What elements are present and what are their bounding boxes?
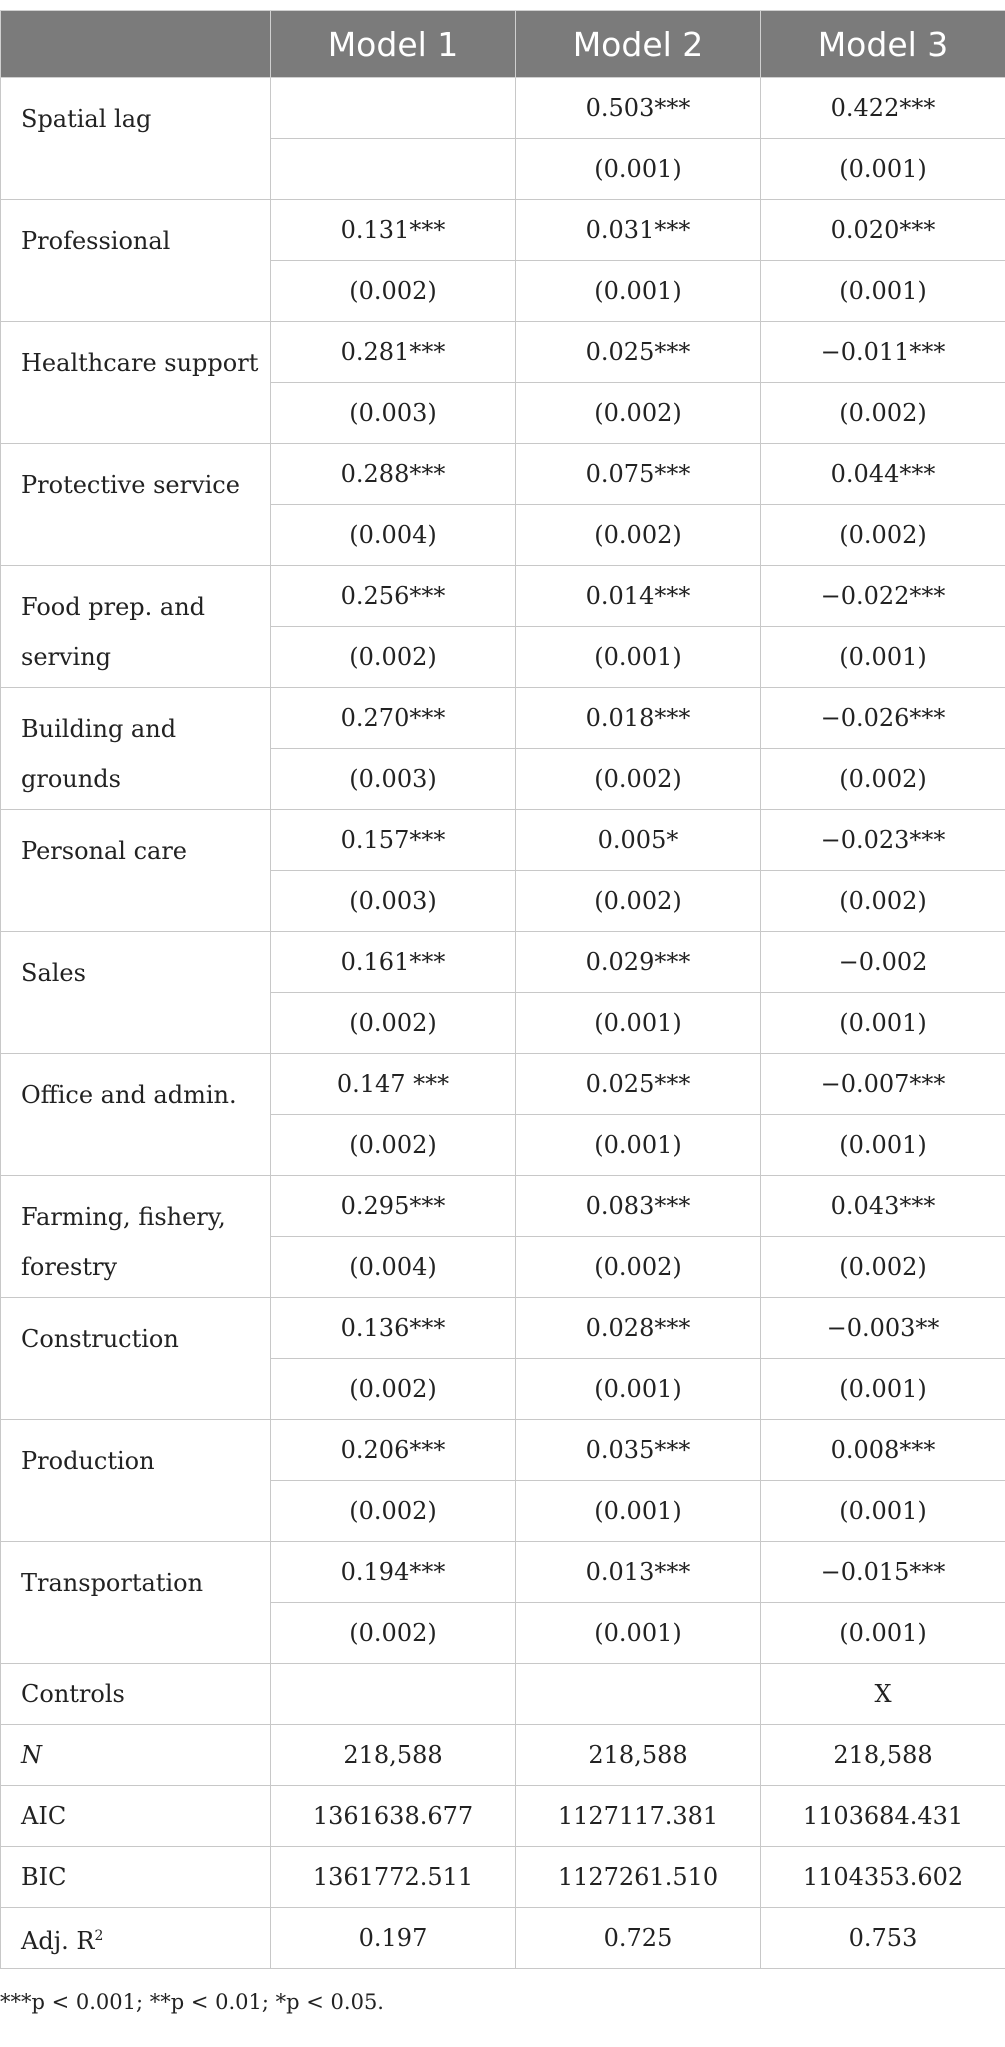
se-cell: (0.001) [516, 993, 761, 1054]
table-row [1, 1176, 1005, 1237]
coef-cell: 0.256*** [271, 566, 516, 627]
header-blank [1, 11, 271, 78]
se-cell: (0.002) [761, 871, 1005, 932]
se-cell: (0.001) [761, 993, 1005, 1054]
coef-cell: 0.194*** [271, 1542, 516, 1603]
coef-cell: 0.270*** [271, 688, 516, 749]
se-cell: (0.002) [271, 1481, 516, 1542]
se-cell: (0.004) [271, 505, 516, 566]
row-label: BIC [1, 1847, 271, 1908]
row-label: Protective service [1, 444, 271, 566]
coef-cell: −0.023*** [761, 810, 1005, 871]
se-cell: (0.002) [761, 749, 1005, 810]
stat-cell: X [761, 1664, 1005, 1725]
stat-cell: 0.725 [516, 1908, 761, 1969]
stat-cell: 0.753 [761, 1908, 1005, 1969]
row-label-adj-r2 [1, 1908, 271, 1969]
se-cell: (0.002) [516, 505, 761, 566]
coef-cell: 0.043*** [761, 1176, 1005, 1237]
row-label: Professional [1, 200, 271, 322]
row-label: Office and admin. [1, 1054, 271, 1176]
coef-cell: 0.014*** [516, 566, 761, 627]
se-cell: (0.003) [271, 871, 516, 932]
table-row [1, 1847, 1005, 1908]
coef-cell: 0.020*** [761, 200, 1005, 261]
table-row [1, 1054, 1005, 1115]
se-cell: (0.002) [271, 1603, 516, 1664]
coef-cell: 0.035*** [516, 1420, 761, 1481]
coef-cell: 0.018*** [516, 688, 761, 749]
se-cell: (0.001) [516, 261, 761, 322]
se-cell: (0.002) [271, 627, 516, 688]
coef-cell: 0.147 *** [271, 1054, 516, 1115]
row-label: Sales [1, 932, 271, 1054]
stat-cell: 1127117.381 [516, 1786, 761, 1847]
se-cell: (0.002) [516, 1237, 761, 1298]
row-label: Production [1, 1420, 271, 1542]
se-cell: (0.002) [761, 383, 1005, 444]
coef-cell: 0.503*** [516, 78, 761, 139]
stat-cell: 218,588 [516, 1725, 761, 1786]
se-cell: (0.001) [761, 139, 1005, 200]
se-cell: (0.001) [516, 1359, 761, 1420]
stat-cell [516, 1664, 761, 1725]
table-row [1, 1786, 1005, 1847]
table-row [1, 1298, 1005, 1359]
table-row [1, 566, 1005, 627]
coef-cell: 0.029*** [516, 932, 761, 993]
se-cell: (0.002) [516, 383, 761, 444]
se-cell: (0.001) [761, 627, 1005, 688]
adj-r2-superscript: 2 [94, 1927, 104, 1944]
se-cell: (0.001) [761, 1481, 1005, 1542]
table-row [1, 1420, 1005, 1481]
stat-cell: 1103684.431 [761, 1786, 1005, 1847]
table-row [1, 322, 1005, 383]
coef-cell: 0.281*** [271, 322, 516, 383]
stat-cell: 0.197 [271, 1908, 516, 1969]
se-cell: (0.001) [761, 261, 1005, 322]
header-model-1: Model 1 [271, 11, 516, 78]
regression-table [0, 10, 1005, 1969]
se-cell: (0.002) [761, 505, 1005, 566]
se-cell: (0.002) [516, 871, 761, 932]
coef-cell: −0.007*** [761, 1054, 1005, 1115]
se-cell: (0.002) [271, 1115, 516, 1176]
row-label: Building and grounds [1, 688, 271, 810]
stat-cell: 1104353.602 [761, 1847, 1005, 1908]
se-cell: (0.003) [271, 383, 516, 444]
header-model-2: Model 2 [516, 11, 761, 78]
coef-cell: 0.028*** [516, 1298, 761, 1359]
coef-cell: 0.083*** [516, 1176, 761, 1237]
table-row [1, 688, 1005, 749]
stat-cell [271, 1664, 516, 1725]
table-row [1, 1664, 1005, 1725]
se-cell: (0.002) [271, 261, 516, 322]
se-cell: (0.001) [516, 1603, 761, 1664]
table-row [1, 1725, 1005, 1786]
header-model-3: Model 3 [761, 11, 1005, 78]
row-label: Healthcare support [1, 322, 271, 444]
coef-cell: −0.026*** [761, 688, 1005, 749]
coef-cell: 0.288*** [271, 444, 516, 505]
coef-cell: 0.161*** [271, 932, 516, 993]
stat-cell: 1361638.677 [271, 1786, 516, 1847]
table-footnote: ***p < 0.001; **p < 0.01; *p < 0.05. [0, 1990, 384, 2014]
row-label: Transportation [1, 1542, 271, 1664]
se-cell: (0.002) [761, 1237, 1005, 1298]
stat-cell: 218,588 [761, 1725, 1005, 1786]
coef-cell: 0.157*** [271, 810, 516, 871]
se-cell: (0.002) [271, 1359, 516, 1420]
table-row [1, 810, 1005, 871]
row-label: N [1, 1725, 271, 1786]
coef-cell [271, 78, 516, 139]
coef-cell: 0.295*** [271, 1176, 516, 1237]
coef-cell: 0.131*** [271, 200, 516, 261]
stat-cell: 1127261.510 [516, 1847, 761, 1908]
table-row [1, 444, 1005, 505]
table-row [1, 78, 1005, 139]
se-cell [271, 139, 516, 200]
row-label: Food prep. and serving [1, 566, 271, 688]
coef-cell: 0.075*** [516, 444, 761, 505]
se-cell: (0.002) [516, 749, 761, 810]
row-label: Personal care [1, 810, 271, 932]
adj-r2-label: Adj. R [21, 1926, 95, 1955]
coef-cell: 0.025*** [516, 322, 761, 383]
coef-cell: 0.013*** [516, 1542, 761, 1603]
table-row [1, 1542, 1005, 1603]
se-cell: (0.003) [271, 749, 516, 810]
coef-cell: 0.005* [516, 810, 761, 871]
coef-cell: −0.003** [761, 1298, 1005, 1359]
se-cell: (0.004) [271, 1237, 516, 1298]
row-label: Farming, fishery, forestry [1, 1176, 271, 1298]
se-cell: (0.001) [516, 139, 761, 200]
se-cell: (0.001) [516, 1481, 761, 1542]
coef-cell: 0.136*** [271, 1298, 516, 1359]
row-label: Construction [1, 1298, 271, 1420]
table-row [1, 1908, 1005, 1969]
row-label: Controls [1, 1664, 271, 1725]
regression-table-container [0, 10, 1005, 1969]
coef-cell: −0.022*** [761, 566, 1005, 627]
coef-cell: 0.044*** [761, 444, 1005, 505]
stat-cell: 1361772.511 [271, 1847, 516, 1908]
stat-cell: 218,588 [271, 1725, 516, 1786]
se-cell: (0.001) [516, 627, 761, 688]
se-cell: (0.001) [761, 1359, 1005, 1420]
se-cell: (0.001) [516, 1115, 761, 1176]
coef-cell: −0.011*** [761, 322, 1005, 383]
se-cell: (0.001) [761, 1603, 1005, 1664]
table-row [1, 932, 1005, 993]
coef-cell: 0.206*** [271, 1420, 516, 1481]
row-label: AIC [1, 1786, 271, 1847]
se-cell: (0.001) [761, 1115, 1005, 1176]
coef-cell: −0.015*** [761, 1542, 1005, 1603]
header-row [1, 11, 1005, 78]
coef-cell: −0.002 [761, 932, 1005, 993]
se-cell: (0.002) [271, 993, 516, 1054]
coef-cell: 0.422*** [761, 78, 1005, 139]
row-label: Spatial lag [1, 78, 271, 200]
coef-cell: 0.031*** [516, 200, 761, 261]
coef-cell: 0.025*** [516, 1054, 761, 1115]
coef-cell: 0.008*** [761, 1420, 1005, 1481]
table-row [1, 200, 1005, 261]
